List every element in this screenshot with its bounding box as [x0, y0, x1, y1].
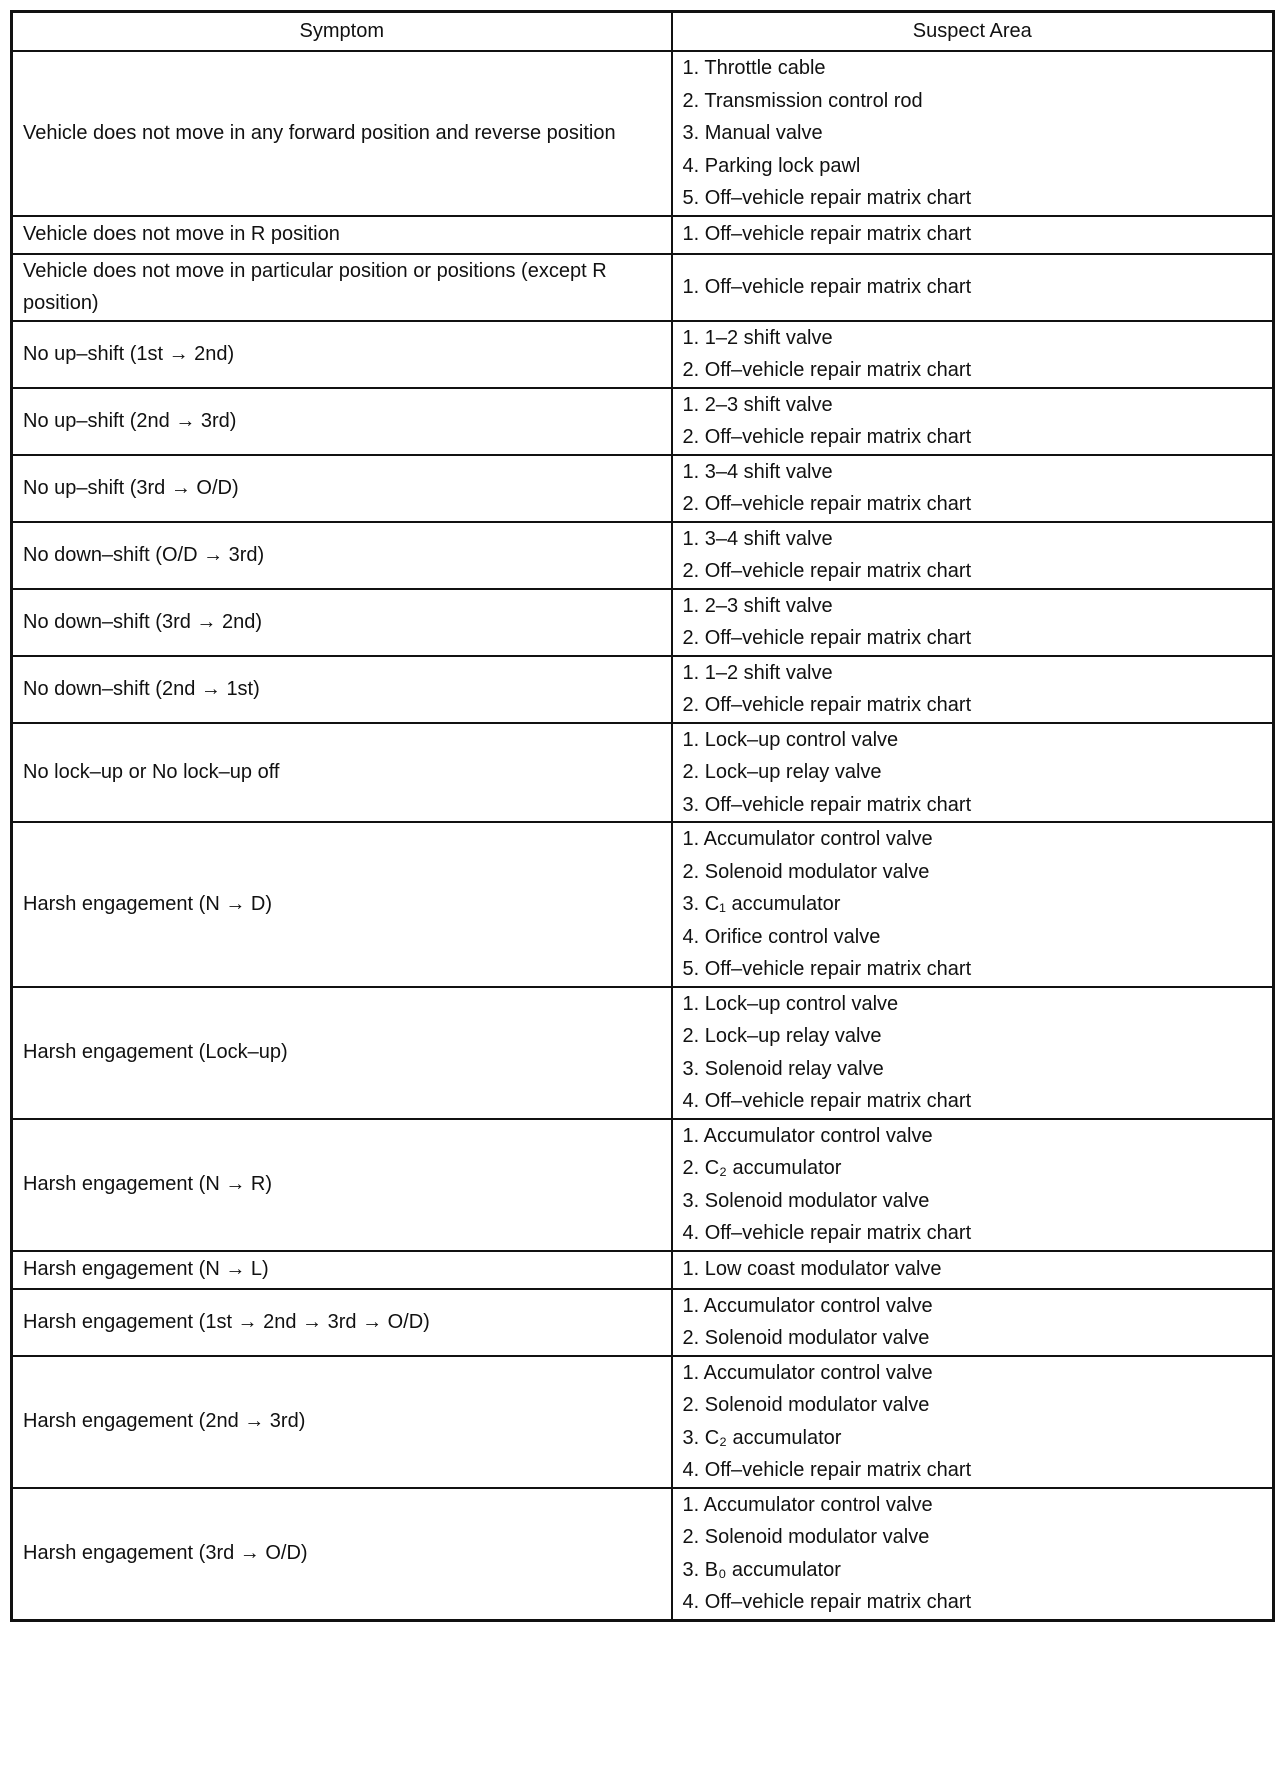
suspect-area-item: 1. Lock–up control valve [682, 728, 899, 751]
symptom-cell [12, 51, 672, 216]
symptom-text: Harsh engagement (1st → 2nd → 3rd → O/D) [23, 1310, 430, 1333]
suspect-area-item: 5. Off–vehicle repair matrix chart [682, 187, 972, 209]
symptom-text: Harsh engagement (3rd → O/D) [23, 1542, 308, 1565]
symptom-text: No down–shift (3rd → 2nd) [23, 610, 263, 633]
symptom-cell [12, 1289, 672, 1356]
table-row [12, 51, 1274, 216]
header-row [12, 12, 1274, 52]
symptom-cell [12, 388, 672, 455]
symptom-cell [12, 455, 672, 522]
symptom-text: Harsh engagement (2nd → 3rd) [23, 1410, 306, 1433]
suspect-area-item: 2. Off–vehicle repair matrix chart [682, 426, 972, 448]
suspect-area-item: 1. Accumulator control valve [682, 828, 933, 850]
table-row [12, 656, 1274, 723]
symptom-cell [12, 1119, 672, 1251]
suspect-area-item: 3. C₂ accumulator [682, 1426, 842, 1449]
suspect-area-item: 1. Accumulator control valve [682, 1124, 933, 1147]
symptom-cell [12, 216, 672, 254]
suspect-area-column-header: Suspect Area [672, 12, 1274, 52]
symptom-cell [12, 1356, 672, 1488]
symptom-text: Vehicle does not move in R position [23, 223, 340, 246]
symptom-cell [12, 723, 672, 823]
suspect-area-cell [672, 1289, 1274, 1356]
suspect-area-item: 3. Solenoid relay valve [682, 1057, 884, 1080]
suspect-area-item: 4. Off–vehicle repair matrix chart [682, 1090, 972, 1112]
table-row [12, 1356, 1274, 1488]
suspect-area-item: 4. Off–vehicle repair matrix chart [682, 1459, 972, 1481]
symptom-text: Harsh engagement (N → D) [23, 893, 272, 915]
symptom-text: Harsh engagement (N → L) [23, 1258, 269, 1281]
suspect-area-item: 1. Off–vehicle repair matrix chart [682, 275, 972, 298]
suspect-area-item: 4. Off–vehicle repair matrix chart [682, 1591, 972, 1613]
symptom-text: No up–shift (2nd → 3rd) [23, 409, 237, 432]
suspect-area-item: 1. 3–4 shift valve [682, 460, 833, 483]
suspect-area-cell [672, 321, 1274, 388]
symptom-text: Harsh engagement (Lock–up) [23, 1041, 288, 1064]
suspect-area-cell [672, 216, 1274, 254]
suspect-area-item: 3. Off–vehicle repair matrix chart [682, 793, 972, 816]
suspect-area-item: 2. Solenoid modulator valve [682, 860, 930, 883]
suspect-area-item: 3. Manual valve [682, 122, 823, 144]
symptom-cell [12, 254, 672, 321]
table-row [12, 723, 1274, 823]
symptom-cell [12, 1488, 672, 1621]
symptom-cell [12, 522, 672, 589]
suspect-area-item: 1. Accumulator control valve [682, 1294, 933, 1317]
symptom-cell [12, 656, 672, 723]
suspect-area-cell [672, 987, 1274, 1119]
table-row [12, 1488, 1274, 1621]
symptom-text: Vehicle does not move in particular position or positions (except R position) [23, 259, 607, 314]
suspect-area-item: 2. Off–vehicle repair matrix chart [682, 560, 972, 582]
suspect-area-cell [672, 522, 1274, 589]
suspect-area-item: 3. Solenoid modulator valve [682, 1189, 930, 1212]
suspect-area-cell [672, 51, 1274, 216]
suspect-area-cell [672, 656, 1274, 723]
table-row [12, 254, 1274, 321]
table-row [12, 522, 1274, 589]
table-body [12, 51, 1274, 1620]
suspect-area-cell [672, 388, 1274, 455]
symptom-cell [12, 1251, 672, 1289]
suspect-area-item: 3. B₀ accumulator [682, 1558, 841, 1581]
suspect-area-item: 2. C₂ accumulator [682, 1157, 842, 1179]
suspect-area-item: 1. 2–3 shift valve [682, 594, 833, 617]
suspect-area-item: 1. 2–3 shift valve [682, 393, 833, 416]
suspect-area-cell [672, 723, 1274, 823]
suspect-area-cell [672, 589, 1274, 656]
suspect-area-cell [672, 1119, 1274, 1251]
suspect-area-cell [672, 455, 1274, 522]
symptom-text: No up–shift (1st → 2nd) [23, 342, 235, 365]
suspect-area-item: 2. Off–vehicle repair matrix chart [682, 493, 972, 515]
table-row [12, 1119, 1274, 1251]
table-row [12, 589, 1274, 656]
table-row [12, 388, 1274, 455]
table-row [12, 321, 1274, 388]
symptom-cell [12, 822, 672, 987]
suspect-area-item: 4. Off–vehicle repair matrix chart [682, 1222, 972, 1244]
suspect-area-item: 2. Lock–up relay valve [682, 761, 882, 783]
symptom-text: No lock–up or No lock–up off [23, 761, 280, 783]
symptom-cell [12, 321, 672, 388]
symptom-text: No up–shift (3rd → O/D) [23, 476, 239, 499]
suspect-area-item: 2. Solenoid modulator valve [682, 1526, 930, 1548]
troubleshooting-sheet [10, 10, 1272, 1622]
symptom-text: Harsh engagement (N → R) [23, 1173, 272, 1196]
suspect-area-item: 2. Off–vehicle repair matrix chart [682, 694, 972, 716]
suspect-area-item: 1. Low coast modulator valve [682, 1258, 942, 1281]
suspect-area-item: 2. Transmission control rod [682, 89, 923, 112]
suspect-area-item: 2. Off–vehicle repair matrix chart [682, 627, 972, 649]
suspect-area-item: 1. Accumulator control valve [682, 1493, 933, 1516]
symptom-cell [12, 987, 672, 1119]
suspect-area-item: 4. Parking lock pawl [682, 154, 861, 177]
table-row [12, 1251, 1274, 1289]
suspect-area-item: 4. Orifice control valve [682, 925, 881, 948]
suspect-area-item: 1. 1–2 shift valve [682, 661, 833, 684]
table-row [12, 987, 1274, 1119]
suspect-area-cell [672, 1356, 1274, 1488]
suspect-area-cell [672, 1251, 1274, 1289]
suspect-area-cell [672, 254, 1274, 321]
suspect-area-item: 2. Off–vehicle repair matrix chart [682, 359, 972, 381]
symptom-text: Vehicle does not move in any forward position and reverse position [23, 122, 616, 144]
troubleshooting-table [10, 10, 1275, 1622]
suspect-area-item: 2. Solenoid modulator valve [682, 1327, 930, 1349]
suspect-area-item: 1. Off–vehicle repair matrix chart [682, 223, 972, 246]
suspect-area-item: 1. Lock–up control valve [682, 992, 899, 1015]
suspect-area-item: 5. Off–vehicle repair matrix chart [682, 958, 972, 980]
symptom-text: No down–shift (O/D → 3rd) [23, 543, 265, 566]
suspect-area-item: 2. Lock–up relay valve [682, 1025, 882, 1047]
suspect-area-item: 3. C₁ accumulator [682, 893, 841, 915]
table-row [12, 455, 1274, 522]
suspect-area-cell [672, 1488, 1274, 1621]
suspect-area-item: 1. Throttle cable [682, 57, 826, 79]
suspect-area-cell [672, 822, 1274, 987]
symptom-text: No down–shift (2nd → 1st) [23, 677, 260, 700]
table-row [12, 1289, 1274, 1356]
suspect-area-item: 1. 1–2 shift valve [682, 326, 833, 349]
symptom-cell [12, 589, 672, 656]
suspect-area-item: 1. 3–4 shift valve [682, 527, 833, 550]
table-row [12, 216, 1274, 254]
suspect-area-item: 2. Solenoid modulator valve [682, 1394, 930, 1416]
symptom-column-header: Symptom [12, 12, 672, 52]
suspect-area-item: 1. Accumulator control valve [682, 1361, 933, 1384]
table-row [12, 822, 1274, 987]
